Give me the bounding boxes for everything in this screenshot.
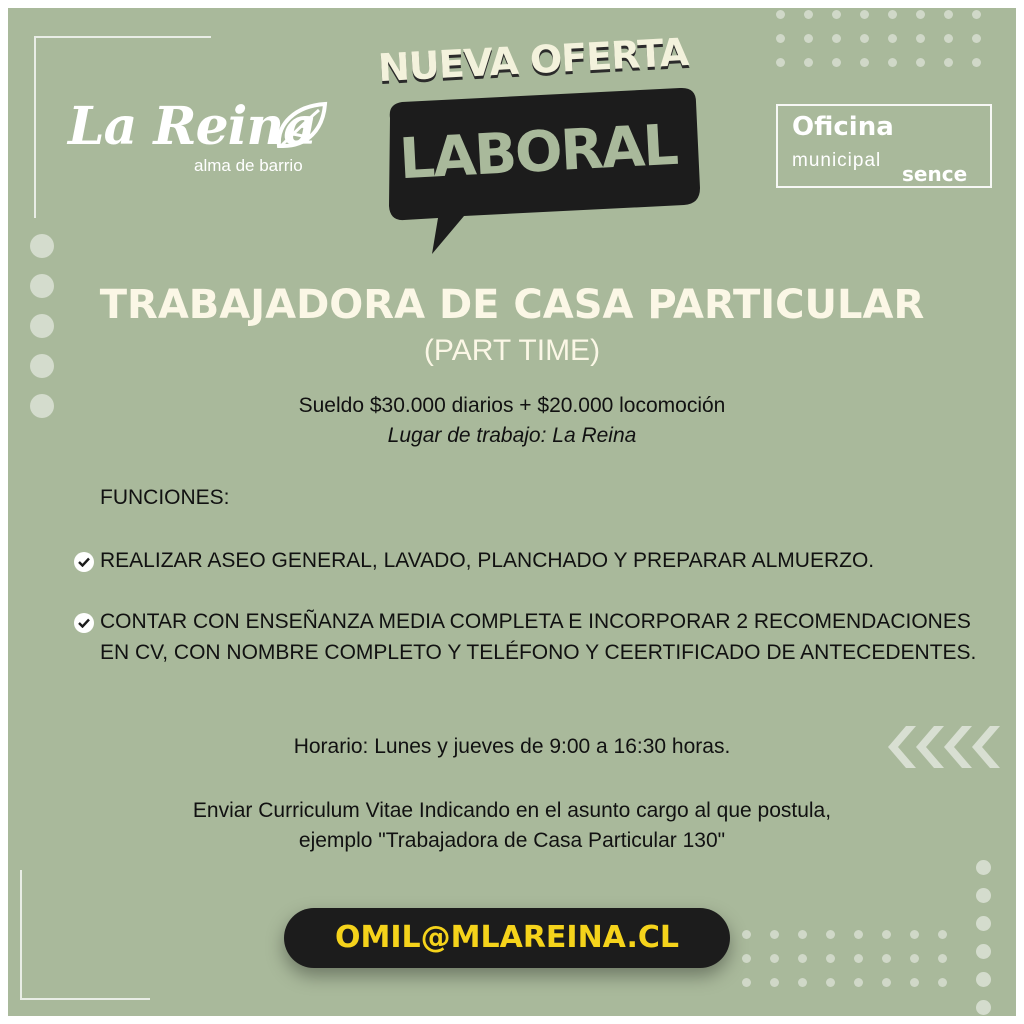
schedule-text: Horario: Lunes y jueves de 9:00 a 16:30 horas.	[293, 735, 731, 758]
decor-dot	[944, 10, 953, 19]
decor-dot	[770, 954, 779, 963]
decor-dot	[938, 954, 947, 963]
decor-dot	[854, 978, 863, 987]
function-item: REALIZAR ASEO GENERAL, LAVADO, PLANCHADO Y PREPARAR ALMUERZO.	[100, 549, 875, 572]
function-item: CONTAR CON ENSEÑANZA MEDIA COMPLETA E INCORPORAR 2 RECOMENDACIONES EN CV, CON NOMBRE COMPLETO Y TELÉFONO Y CEERTIFICADO DE ANTECEDENTES.	[100, 610, 977, 664]
decor-dot	[798, 930, 807, 939]
job-title: TRABAJADORA DE CASA PARTICULAR	[99, 282, 925, 328]
decor-dot	[972, 10, 981, 19]
salary-text: Sueldo $30.000 diarios + $20.000 locomoción	[298, 394, 726, 417]
decor-dot	[832, 34, 841, 43]
decor-dot	[882, 978, 891, 987]
decor-dot	[860, 58, 869, 67]
decor-dot	[888, 10, 897, 19]
decor-dot	[742, 978, 751, 987]
decor-dot	[916, 10, 925, 19]
application-instructions	[8, 796, 1016, 856]
leaf-icon	[273, 100, 329, 152]
decor-dot	[742, 930, 751, 939]
email-link[interactable]: OMIL@MLAREINA.CL	[335, 920, 679, 955]
decor-dot	[860, 10, 869, 19]
decor-dot	[826, 954, 835, 963]
corner-frame-bottom-left	[20, 870, 150, 1000]
functions-label: FUNCIONES:	[100, 486, 230, 509]
instructions-line-1: Enviar Curriculum Vitae Indicando en el asunto cargo al que postula,	[192, 799, 832, 822]
decor-dot	[776, 10, 785, 19]
decor-dot	[804, 34, 813, 43]
decor-dot	[976, 888, 991, 903]
oficina-municipal-logo	[776, 104, 992, 188]
decor-dot	[832, 10, 841, 19]
decor-dot	[804, 10, 813, 19]
badge-top-text: NUEVA OFERTA	[376, 29, 690, 91]
decor-dot	[910, 978, 919, 987]
decor-dot	[972, 58, 981, 67]
check-icon	[74, 552, 94, 572]
decor-dot	[944, 58, 953, 67]
job-offer-poster	[8, 8, 1016, 1016]
decor-dot	[770, 930, 779, 939]
decor-dot	[976, 972, 991, 987]
decor-dot	[854, 930, 863, 939]
decor-dot	[976, 944, 991, 959]
sence-logo-text: sence	[898, 162, 971, 186]
decor-dot	[916, 58, 925, 67]
decor-dot	[976, 860, 991, 875]
instructions-line-2: ejemplo "Trabajadora de Casa Particular 130"	[298, 829, 726, 852]
la-reina-logo	[68, 96, 328, 186]
decor-dot	[910, 954, 919, 963]
decor-dot	[826, 930, 835, 939]
decor-dot	[804, 58, 813, 67]
location-text: Lugar de trabajo: La Reina	[387, 424, 637, 447]
decor-dot	[742, 954, 751, 963]
email-pill[interactable]	[284, 908, 730, 968]
office-title: Oficina	[792, 112, 894, 142]
decor-dot	[916, 34, 925, 43]
decor-dot	[882, 954, 891, 963]
decor-dot	[972, 34, 981, 43]
office-subtitle: municipal	[792, 150, 882, 171]
decor-dot	[944, 34, 953, 43]
decor-dot	[826, 978, 835, 987]
check-icon	[74, 613, 94, 633]
decor-dot	[938, 930, 947, 939]
decor-dot	[888, 58, 897, 67]
decor-dot	[798, 954, 807, 963]
decor-dot	[776, 58, 785, 67]
decor-dot	[976, 916, 991, 931]
job-subtitle: (PART TIME)	[423, 334, 601, 367]
decor-dot	[860, 34, 869, 43]
brand-tagline: alma de barrio	[194, 156, 303, 175]
decor-dot	[798, 978, 807, 987]
decor-dot	[882, 930, 891, 939]
decor-dot	[938, 978, 947, 987]
decor-dot	[854, 954, 863, 963]
decor-dot	[776, 34, 785, 43]
decor-dot	[910, 930, 919, 939]
chevron-left-icon	[884, 724, 1004, 770]
badge-main-text: LABORAL	[397, 112, 679, 193]
decor-dot	[888, 34, 897, 43]
decor-dot	[976, 1000, 991, 1015]
decor-dot	[30, 234, 54, 258]
decor-dot	[832, 58, 841, 67]
brand-script: La Reina	[68, 96, 316, 157]
decor-dot	[770, 978, 779, 987]
